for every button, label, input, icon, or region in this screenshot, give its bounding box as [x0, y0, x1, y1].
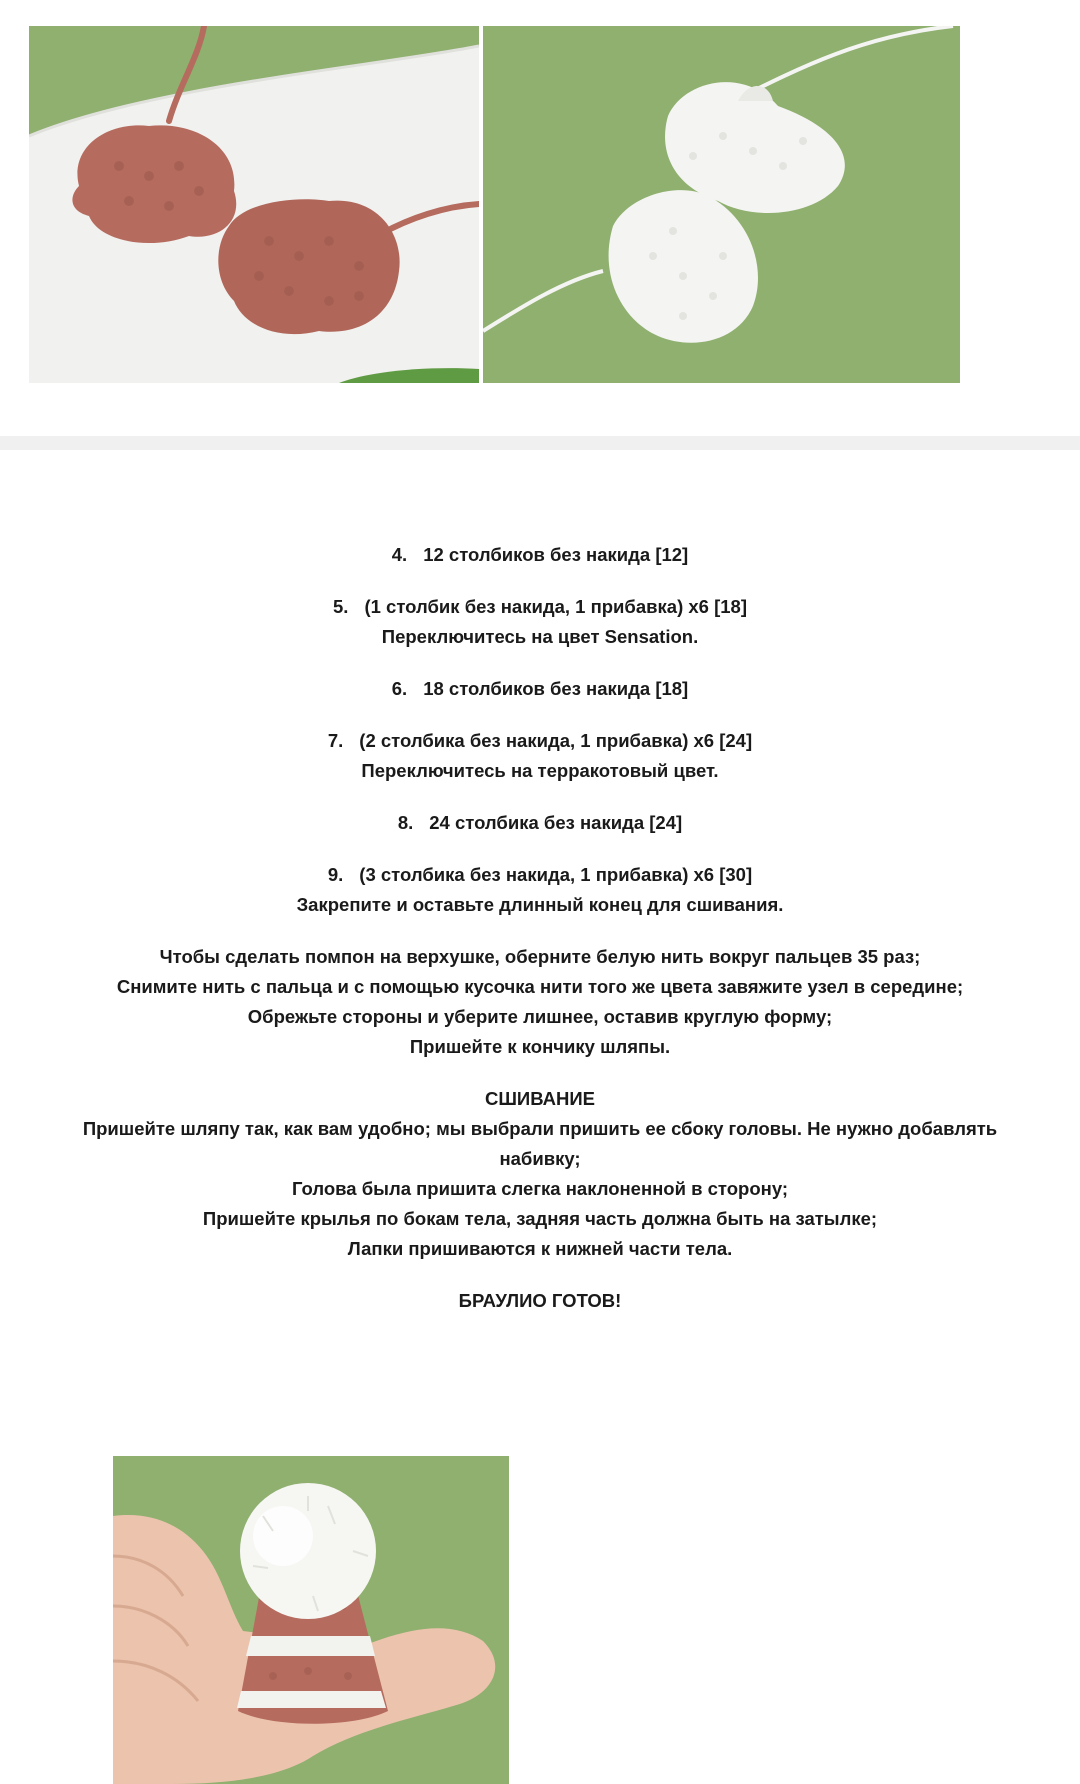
page-divider — [0, 436, 1080, 450]
instruction-line: Пришейте к кончику шляпы. — [409, 1036, 671, 1057]
step-number: 5. — [333, 596, 349, 617]
step-number: 4. — [391, 544, 408, 565]
step-text: 24 столбика без накида [24] — [429, 812, 683, 833]
step-text: 18 столбиков без накида [18] — [423, 678, 689, 699]
assembly-line: Пришейте крылья по бокам тела, задняя часть должна быть на затылке; — [202, 1208, 878, 1229]
step-note: Переключитесь на цвет Sensation. — [381, 626, 699, 647]
assembly-heading: СШИВАНИЕ — [484, 1088, 596, 1109]
instruction-line: Чтобы сделать помпон на верхушке, оберните белую нить вокруг пальцев 35 раз; — [159, 946, 921, 967]
step-8 — [40, 808, 1040, 838]
white-eyes-photo — [483, 26, 960, 383]
assembly-line: Голова была пришита слегка наклоненной в сторону; — [291, 1178, 789, 1199]
step-9 — [40, 860, 1040, 920]
assembly-line: набивку; — [499, 1148, 581, 1169]
step-note: Закрепите и оставьте длинный конец для сшивания. — [296, 894, 784, 915]
instruction-line: Снимите нить с пальца и с помощью кусочка нити того же цвета завяжите узел в середине; — [116, 976, 964, 997]
step-6 — [40, 674, 1040, 704]
finale-text: БРАУЛИО ГОТОВ! — [458, 1290, 622, 1311]
pattern-text — [40, 540, 1040, 1338]
step-number: 8. — [397, 812, 414, 833]
step-note: Переключитесь на терракотовый цвет. — [361, 760, 719, 781]
step-number: 6. — [391, 678, 408, 699]
step-text: (1 столбик без накида, 1 прибавка) x6 [18] — [364, 596, 747, 617]
step-number: 9. — [327, 864, 344, 885]
assembly-line: Пришейте шляпу так, как вам удобно; мы выбрали пришить ее сбоку головы. Не нужно добавлять — [82, 1118, 998, 1139]
step-text: 12 столбиков без накида [12] — [423, 544, 689, 565]
pompom-instructions — [40, 942, 1040, 1062]
finale — [40, 1286, 1040, 1316]
assembly-section — [40, 1084, 1040, 1264]
step-4 — [40, 540, 1040, 570]
step-7 — [40, 726, 1040, 786]
step-text: (2 столбика без накида, 1 прибавка) x6 [24] — [359, 730, 753, 751]
step-text: (3 столбика без накида, 1 прибавка) x6 [30] — [359, 864, 753, 885]
step-5 — [40, 592, 1040, 652]
assembly-line: Лапки пришиваются к нижней части тела. — [347, 1238, 733, 1259]
step-number: 7. — [327, 730, 344, 751]
hat-with-pompom-photo — [113, 1456, 509, 1784]
instruction-line: Обрежьте стороны и уберите лишнее, оставив круглую форму; — [247, 1006, 833, 1027]
terracotta-wings-photo — [29, 26, 479, 383]
